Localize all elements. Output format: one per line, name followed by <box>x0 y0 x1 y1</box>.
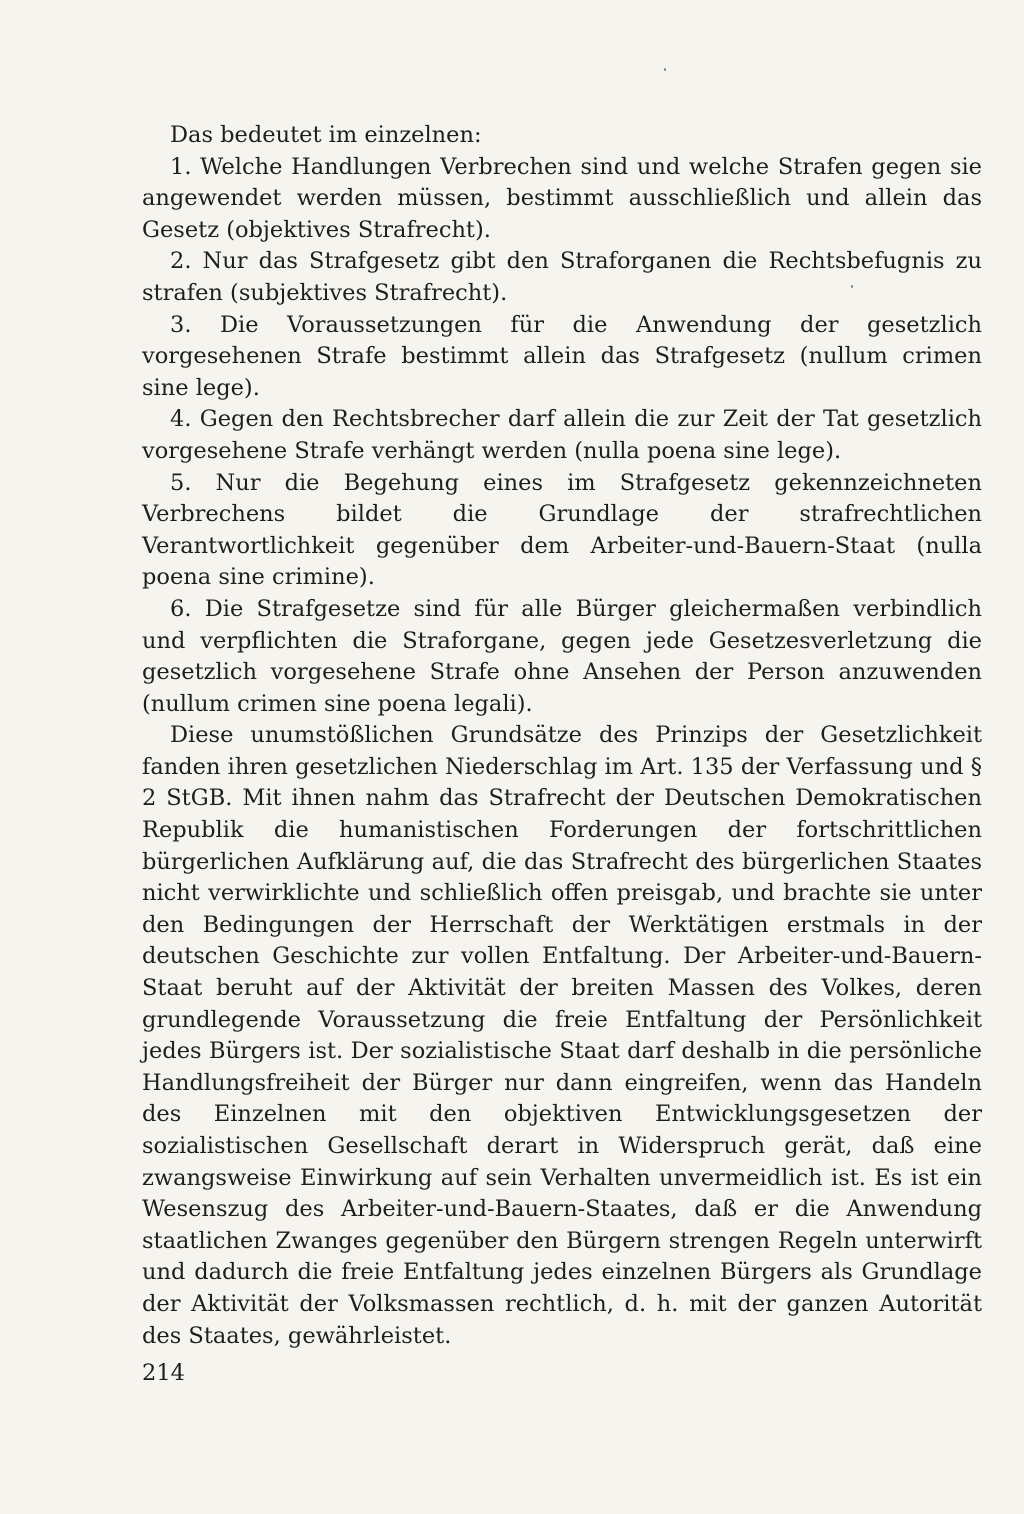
list-item-5: 5. Nur die Begehung eines im Strafgesetz gekennzeichneten Verbrechens bildet die Grundlage der strafrechtlichen Verantwortlichkeit gegenüber dem Arbeiter-und-Bauern-Staat (nulla poena sine crimine). <box>142 469 982 591</box>
list-item-2: 2. Nur das Strafgesetz gibt den Straforganen die Rechtsbefugnis zu strafen (subjektives Strafrecht). <box>142 248 982 306</box>
print-speck <box>664 68 666 71</box>
closing-paragraph: Diese unumstößlichen Grundsätze des Prinzips der Gesetzlichkeit fanden ihren gesetzlichen Niederschlag im Art. 135 der Verfassung und § 2 StGB. Mit ihnen nahm das Strafrecht der Deutschen Demokratischen Republik die humanistischen Forderungen der fortschrittlichen bürgerlichen Aufklärung auf, die das Strafrecht des bürgerlichen Staates nicht verwirklichte und schließlich offen preisgab, und brachte sie unter den Bedingungen der Herrschaft der Werktätigen erstmals in der deutschen Geschichte zur vollen Entfaltung. Der Arbeiter-und-Bauern-Staat beruht auf der Aktivität der breiten Massen des Volkes, deren grundlegende Voraussetzung die freie Entfaltung der Persönlichkeit jedes Bürgers ist. Der sozialistische Staat darf deshalb in die persönliche Handlungsfreiheit der Bürger nur dann eingreifen, wenn das Handeln des Einzelnen mit den objektiven Entwicklungsgesetzen der sozialistischen Gesellschaft derart in Widerspruch gerät, daß eine zwangsweise Einwirkung auf sein Verhalten unvermeidlich ist. Es ist ein Wesenszug des Arbeiter-und-Bauern-Staates, daß er die Anwendung staatlichen Zwanges gegenüber den Bürgern strengen Regeln unterwirft und dadurch die freie Entfaltung jedes einzelnen Bürgers als Grundlage der Aktivität der Volksmassen rechtlich, d. h. mit der ganzen Autorität des Staates, gewährleistet. <box>142 722 982 1349</box>
intro-line: Das bedeutet im einzelnen: <box>170 122 482 148</box>
list-item-3: 3. Die Voraussetzungen für die Anwendung der gesetzlich vorgesehenen Strafe bestimmt allein das Strafgesetz (nullum crimen sine lege). <box>142 311 982 401</box>
list-item-6: 6. Die Strafgesetze sind für alle Bürger gleichermaßen verbindlich und verpflichten die Straforgane, gegen jede Gesetzesverletzung die gesetzlich vorgesehene Strafe ohne Ansehen der Person anzuwenden (nullum crimen sine poena legali). <box>142 595 982 717</box>
list-item-4: 4. Gegen den Rechtsbrecher darf allein die zur Zeit der Tat gesetzlich vorgesehene Strafe verhängt werden (nulla poena sine lege). <box>142 406 982 464</box>
list-item-1: 1. Welche Handlungen Verbrechen sind und welche Strafen gegen sie angewendet werden müssen, bestimmt ausschließlich und allein das Gesetz (objektives Strafrecht). <box>142 153 982 243</box>
page-number: 214 <box>142 1360 185 1386</box>
body-text <box>142 120 982 1352</box>
